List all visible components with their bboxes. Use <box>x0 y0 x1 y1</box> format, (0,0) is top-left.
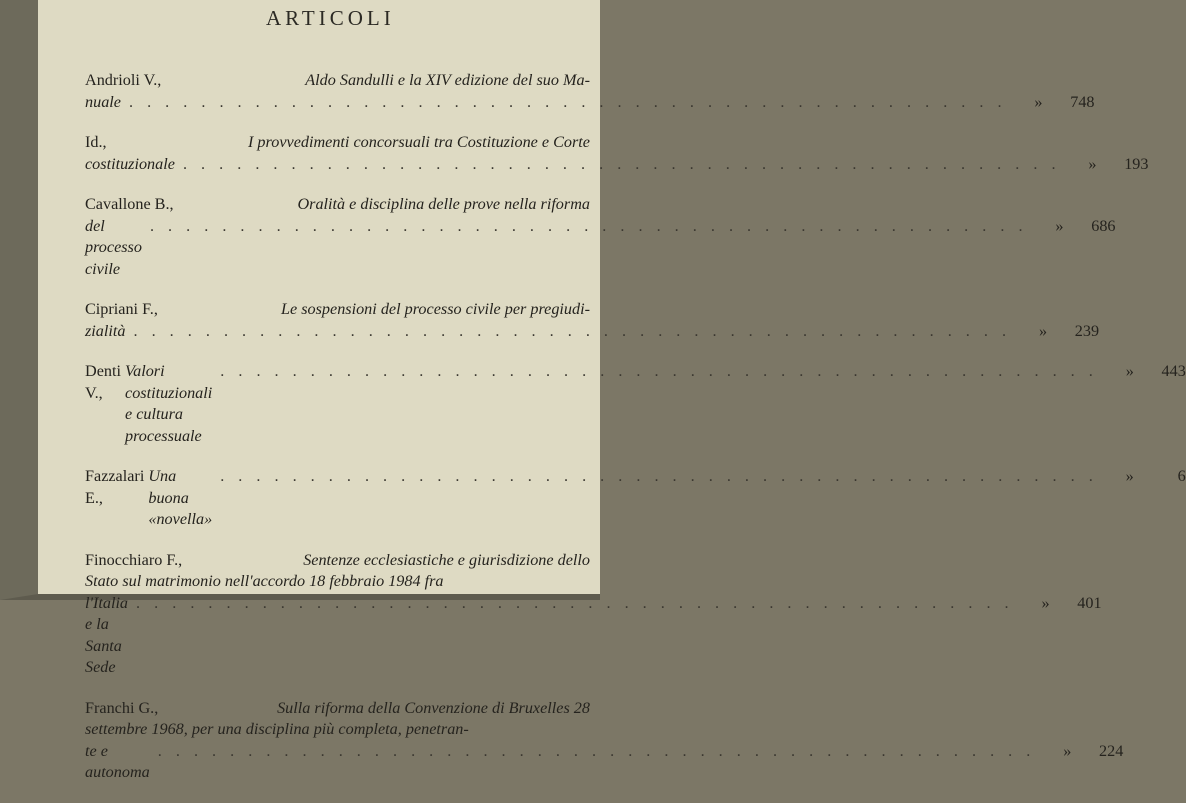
entry-title-cont: del processo civile <box>85 216 142 278</box>
raquo-mark: » <box>1034 92 1043 111</box>
raquo-mark: » <box>1038 321 1048 340</box>
dot-leader: . . . . . . . . . . . . . . . . . . . . . . . . . . . . . . . . . . . . . . . . . . . . . . . . . <box>182 154 1061 173</box>
entry-last-line <box>85 593 1102 679</box>
entry-author: Fazzalari E., <box>85 467 145 507</box>
entry-title: Sentenze ecclesiastiche e giurisdizione dello <box>303 550 590 569</box>
entry-author: Cavallone B., <box>85 195 174 213</box>
entry-title-cont: costituzionale <box>85 154 175 173</box>
entry-author: Denti V., <box>85 362 121 402</box>
entry-title-cont: zialità <box>85 321 126 340</box>
entry-title: Aldo Sandulli e la XIV edizione del suo Ma- <box>305 71 590 89</box>
raquo-mark: » <box>1063 741 1072 760</box>
entry-line <box>85 70 590 92</box>
entry-title: Sulla riforma della Convenzione di Bruxelles 28 <box>277 698 590 717</box>
page-number: 6 <box>1177 467 1186 485</box>
entry-line <box>85 194 590 216</box>
toc-entry <box>85 466 1186 531</box>
entry-title: Le sospensioni del processo civile per pregiudi- <box>280 300 590 318</box>
entry-author: Cipriani F., <box>85 300 158 318</box>
raquo-mark: » <box>1055 216 1064 235</box>
toc-entry <box>85 194 1116 280</box>
page-number: 401 <box>1077 593 1102 612</box>
entry-last-line <box>85 466 1186 531</box>
page-number: 686 <box>1091 216 1116 235</box>
entry-title-cont: l'Italia e la Santa Sede <box>85 593 129 676</box>
toc-entry <box>85 698 1124 784</box>
raquo-mark: » <box>1125 467 1134 485</box>
page-number: 748 <box>1070 92 1095 111</box>
entry-line <box>85 571 590 593</box>
dot-leader: . . . . . . . . . . . . . . . . . . . . . . . . . . . . . . . . . . . . . . . . . . . . . . . . . <box>157 741 1036 760</box>
section-title: ARTICOLI <box>266 6 395 30</box>
toc-entry <box>85 361 1186 447</box>
entry-line <box>85 550 590 572</box>
dot-leader: . . . . . . . . . . . . . . . . . . . . . . . . . . . . . . . . . . . . . . . . . . . . . . . . . <box>220 467 1098 485</box>
entry-line <box>85 698 590 720</box>
entry-line <box>85 132 590 154</box>
table-of-contents <box>85 70 1186 803</box>
entry-author: Finocchiaro F., <box>85 550 183 569</box>
page-number: 239 <box>1074 321 1100 340</box>
entry-title: Una buona «novella» <box>148 467 213 528</box>
toc-entry <box>85 132 1149 175</box>
entry-title: I provvedimenti concorsuali tra Costituzione e Corte <box>248 133 590 151</box>
page-number: 193 <box>1124 154 1149 173</box>
entry-author: Franchi G., <box>85 698 159 717</box>
entry-line <box>85 299 590 321</box>
entry-title-cont: Stato sul matrimonio nell'accordo 18 febbraio 1984 fra <box>85 572 444 590</box>
raquo-mark: » <box>1088 154 1097 173</box>
entry-author: Id., <box>85 133 107 151</box>
page-number: 443 <box>1161 362 1186 380</box>
toc-entry <box>85 70 1095 113</box>
dot-leader: . . . . . . . . . . . . . . . . . . . . . . . . . . . . . . . . . . . . . . . . . . . . . . . . . <box>149 216 1028 235</box>
raquo-mark: » <box>1041 593 1050 612</box>
dot-leader: . . . . . . . . . . . . . . . . . . . . . . . . . . . . . . . . . . . . . . . . . . . . . . . . . <box>136 593 1014 612</box>
entry-last-line <box>85 216 1116 281</box>
entry-title-cont: settembre 1968, per una disciplina più completa, penetran- <box>85 720 469 738</box>
dot-leader: . . . . . . . . . . . . . . . . . . . . . . . . . . . . . . . . . . . . . . . . . . . . . . . . . <box>128 92 1007 111</box>
entry-line <box>85 719 590 741</box>
entry-last-line <box>85 321 1100 343</box>
entry-title: Valori costituzionali e cultura processuale <box>125 362 213 445</box>
entry-last-line <box>85 741 1124 784</box>
entry-title: Oralità e disciplina delle prove nella riforma <box>297 195 590 213</box>
dot-leader: . . . . . . . . . . . . . . . . . . . . . . . . . . . . . . . . . . . . . . . . . . . . . . . . . <box>220 362 1098 380</box>
entry-title-cont: nuale <box>85 92 121 111</box>
entry-last-line <box>85 361 1186 447</box>
entry-author: Andrioli V., <box>85 71 162 89</box>
raquo-mark: » <box>1125 362 1134 380</box>
toc-entry <box>85 299 1100 342</box>
dot-leader: . . . . . . . . . . . . . . . . . . . . . . . . . . . . . . . . . . . . . . . . . . . . . . . . . <box>133 321 1012 340</box>
toc-entry <box>85 550 1102 679</box>
entry-last-line <box>85 92 1095 114</box>
page-number: 224 <box>1099 741 1124 760</box>
entry-last-line <box>85 154 1149 176</box>
entry-title-cont: te e autonoma <box>85 741 150 781</box>
